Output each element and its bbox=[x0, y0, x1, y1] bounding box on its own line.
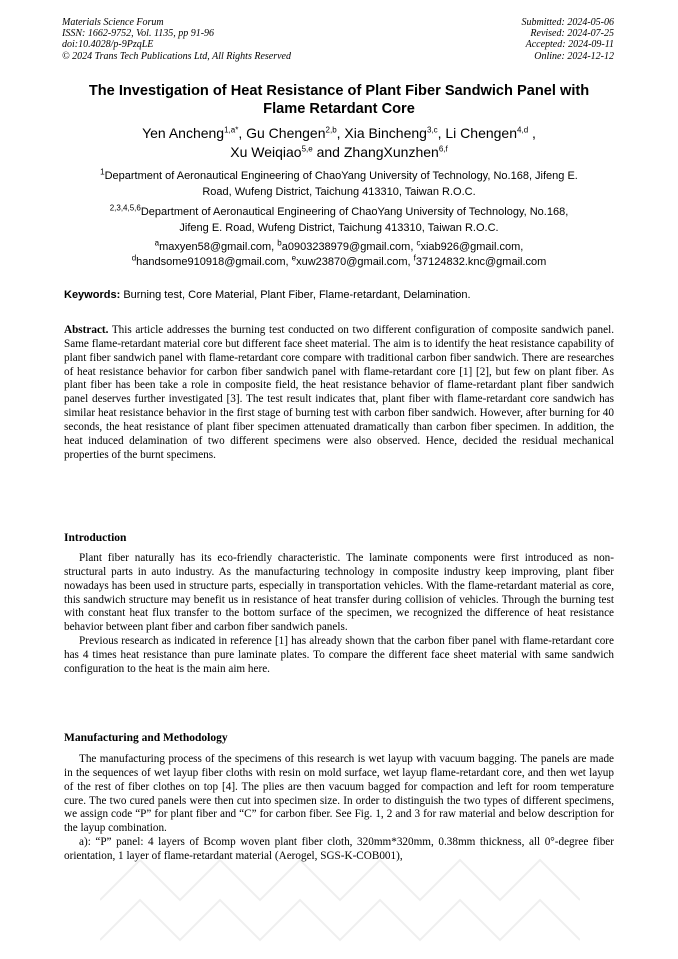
affiliation-1 bbox=[40, 169, 638, 200]
email-b[interactable]: a0903238979@gmail.com, bbox=[281, 241, 414, 253]
author-3: Xia Bincheng bbox=[344, 125, 427, 141]
title-line-2: Flame Retardant Core bbox=[263, 101, 415, 117]
email-e-sup: e bbox=[291, 253, 297, 263]
affiliation-1-sup: 1 bbox=[100, 167, 105, 177]
author-list bbox=[40, 124, 638, 161]
author-2: Gu Chengen bbox=[246, 125, 326, 141]
affiliation-1-line-2: Road, Wufeng District, Taichung 413310, Taiwan R.O.C. bbox=[202, 185, 476, 198]
author-5-sup: 5,e bbox=[301, 143, 313, 153]
introduction-body bbox=[64, 552, 614, 677]
sep: , bbox=[238, 125, 243, 141]
manufacturing-body bbox=[64, 753, 614, 864]
doi-line[interactable]: doi:10.4028/p-9PzqLE bbox=[62, 39, 154, 51]
affiliation-2-line-2: Jifeng E. Road, Wufeng District, Taichung 413310, Taiwan R.O.C. bbox=[179, 221, 499, 234]
introduction-paragraph-2: Previous research as indicated in reference [1] has already shown that the carbon fiber panel with flame-retardant core has 4 times heat resistance than pure laminate plates. To compare the different face sheet material with same sandwich configuration to the heat is the main aim here. bbox=[64, 635, 614, 675]
abstract-text: This article addresses the burning test conducted on two different configuration of composite sandwich panel. Same flame-retardant material core but different face sheet material. The aim is to identify the heat resistance capability of plant fiber sandwich panel with flame-retardant core compare with traditional carbon fiber sandwich. There are researches of heat resistance behavior for carbon fiber sandwich panel with flame-retardant core [1] [2], but few on plant fiber. As plant fiber has been take a role in composite field, the heat resistance behavior of flame-retardant plant fiber sandwich panel deserves further investigated [3]. The test result indicates that, plant fiber with flame-retardant core sandwich has similar heat resistance behavior in the first stage of burning test with carbon fiber sandwich. However, after burning for 40 seconds, the heat resistance of plant fiber specimen attenuated dramatically than carbon fiber specimen. In addition, the heat induced delamination of two different specimens were also observed. Hence, decided the residual mechanical properties of the burnt specimens. bbox=[64, 324, 614, 461]
author-2-sup: 2,b bbox=[325, 125, 337, 135]
affiliation-2 bbox=[40, 205, 638, 236]
affiliation-2-line-1: Department of Aeronautical Engineering of ChaoYang University of Technology, No.168, bbox=[140, 206, 569, 218]
email-list bbox=[40, 240, 638, 270]
and-word: and bbox=[316, 143, 340, 160]
watermark-pattern bbox=[100, 850, 580, 950]
abstract bbox=[64, 324, 614, 462]
author-4-sup: 4,d bbox=[517, 125, 529, 135]
email-c[interactable]: xiab926@gmail.com, bbox=[420, 241, 524, 253]
author-1: Yen Ancheng bbox=[142, 125, 225, 141]
email-c-sup: c bbox=[416, 238, 421, 248]
email-f-sup: f bbox=[413, 253, 416, 263]
author-6-sup: 6,f bbox=[438, 143, 448, 153]
manufacturing-heading: Manufacturing and Methodology bbox=[64, 732, 228, 744]
manufacturing-paragraph-2: a): “P” panel: 4 layers of Bcomp woven plant fiber cloth, 320mm*320mm, 0.38mm thickness, all 0°-degree fiber orientation, 1 layer of flame-retardant material (Aerogel, SGS-K-COB001), bbox=[64, 836, 614, 862]
sep: , bbox=[532, 125, 536, 141]
journal-name: Materials Science Forum bbox=[62, 17, 164, 28]
keywords-text: Burning test, Core Material, Plant Fiber, Flame-retardant, Delamination. bbox=[123, 289, 471, 301]
copyright-line: © 2024 Trans Tech Publications Ltd, All Rights Reserved bbox=[62, 50, 291, 62]
accepted-date: Accepted: 2024-09-11 bbox=[525, 39, 614, 51]
introduction-heading: Introduction bbox=[64, 532, 127, 544]
keywords bbox=[64, 289, 471, 301]
publication-dates bbox=[522, 17, 615, 62]
email-a[interactable]: maxyen58@gmail.com, bbox=[159, 241, 275, 253]
author-3-sup: 3,c bbox=[426, 125, 438, 135]
email-a-sup: a bbox=[154, 238, 160, 248]
author-4: Li Chengen bbox=[445, 125, 518, 141]
sep: , bbox=[336, 125, 341, 141]
author-5: Xu Weiqiao bbox=[230, 143, 302, 160]
abstract-label: Abstract. bbox=[64, 324, 109, 336]
manufacturing-paragraph-1: The manufacturing process of the specimens of this research is wet layup with vacuum bagging. The panels are made in the sequences of wet layup fiber cloths with resin on mold surface, wet layup flame-retardant core, and then wet layup of the rest of fiber clothes on top [4]. The plies are then vacuum bagged for compaction and left for room temperature cure. The two cured panels were then cut into specimen size. In order to distinguish the two types of different specimens, we assign code “P” for plant fiber and “C” for carbon fiber. See Fig. 1, 2 and 3 for raw material and below description for the layup combination. bbox=[64, 753, 614, 835]
email-d-sup: d bbox=[131, 253, 137, 263]
title-line-1: The Investigation of Heat Resistance of Plant Fiber Sandwich Panel with bbox=[88, 83, 590, 99]
affiliation-2-sup: 2,3,4,5,6 bbox=[109, 203, 141, 213]
revised-date: Revised: 2024-07-25 bbox=[530, 28, 614, 40]
keywords-label: Keywords: bbox=[64, 289, 121, 301]
issn-line: ISSN: 1662-9752, Vol. 1135, pp 91-96 bbox=[62, 28, 215, 40]
paper-title bbox=[40, 82, 638, 118]
author-1-sup: 1,a* bbox=[224, 125, 239, 135]
email-b-sup: b bbox=[277, 238, 282, 248]
journal-info bbox=[62, 17, 291, 62]
email-e[interactable]: xuw23870@gmail.com, bbox=[296, 256, 411, 268]
submitted-date: Submitted: 2024-05-06 bbox=[521, 17, 614, 28]
introduction-paragraph-1: Plant fiber naturally has its eco-friendly characteristic. The laminate components were first introduced as non-structural parts in auto industry. As the manufacturing technology in composite industry keep improving, plant fiber nowadays has been used in structure parts, especially in transportation vehicles. With the flame-retardant material as core, this sandwich structure may benefit us in resistance of heat transfer during collision of vehicles. Through the burning test with constant heat flux transfer to the bottom surface of the specimen, we recognized the difference of heat resistance behavior between plant fiber and carbon fiber sandwich panels. bbox=[64, 552, 614, 634]
sep: , bbox=[437, 125, 442, 141]
author-6: ZhangXunzhen bbox=[343, 143, 439, 160]
email-d[interactable]: handsome910918@gmail.com, bbox=[136, 256, 289, 268]
online-date: Online: 2024-12-12 bbox=[534, 50, 614, 62]
email-f[interactable]: 37124832.knc@gmail.com bbox=[415, 256, 547, 268]
affiliation-1-line-1: Department of Aeronautical Engineering of ChaoYang University of Technology, No.168, Jifeng E. bbox=[104, 170, 578, 182]
